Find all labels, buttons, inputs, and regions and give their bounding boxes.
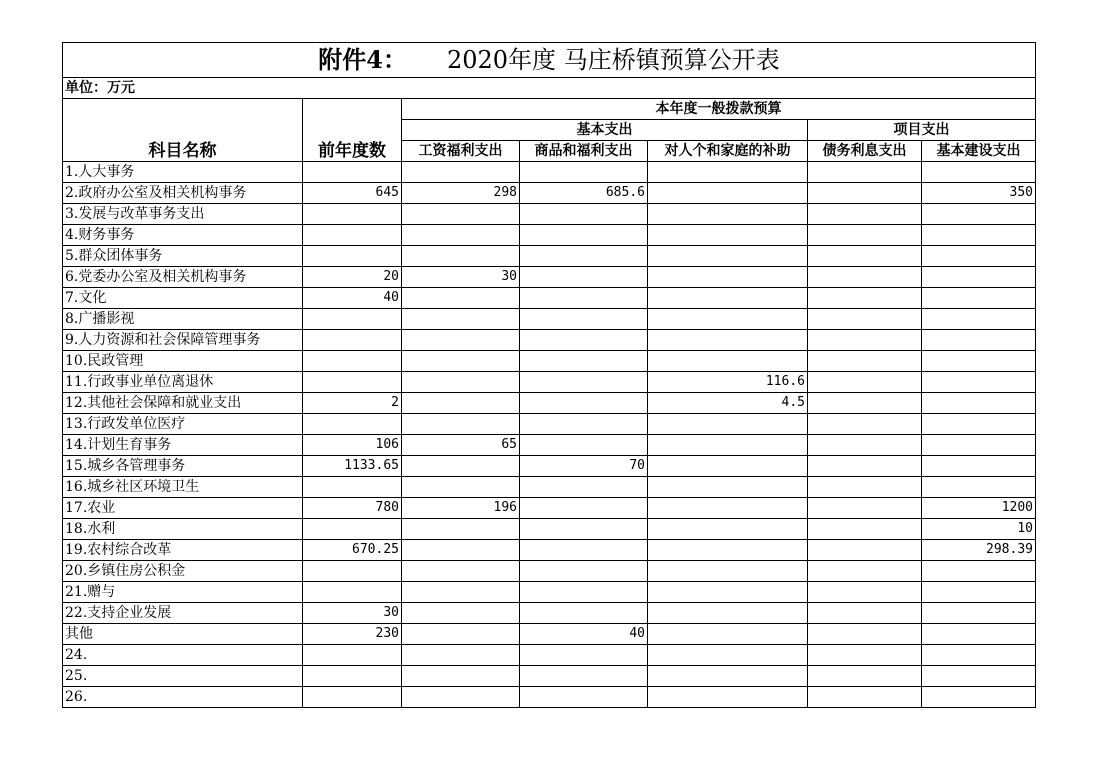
cell-debt [808, 624, 922, 645]
cell-prev-year [303, 582, 402, 603]
cell-personal [648, 645, 808, 666]
header-row-1 [63, 99, 1036, 120]
row-name: 3.发展与改革事务支出 [63, 204, 303, 225]
cell-debt [808, 540, 922, 561]
cell-goods [520, 246, 648, 267]
cell-debt [808, 666, 922, 687]
cell-construction [922, 414, 1036, 435]
cell-personal [648, 687, 808, 708]
row-name: 24. [63, 645, 303, 666]
cell-construction [922, 687, 1036, 708]
cell-debt [808, 519, 922, 540]
cell-goods [520, 393, 648, 414]
cell-prev-year [303, 666, 402, 687]
header-construction: 基本建设支出 [922, 141, 1036, 162]
cell-goods [520, 519, 648, 540]
cell-prev-year: 40 [303, 288, 402, 309]
title-main: 2020年度 马庄桥镇预算公开表 [446, 46, 780, 74]
cell-prev-year: 645 [303, 183, 402, 204]
cell-debt [808, 645, 922, 666]
table-row [63, 204, 1036, 225]
cell-goods [520, 498, 648, 519]
cell-prev-year [303, 225, 402, 246]
table-row [63, 477, 1036, 498]
cell-construction: 10 [922, 519, 1036, 540]
row-name: 25. [63, 666, 303, 687]
header-subject-name: 科目名称 [63, 99, 303, 162]
cell-debt [808, 309, 922, 330]
cell-goods [520, 372, 648, 393]
table-row [63, 687, 1036, 708]
header-prev-year: 前年度数 [303, 99, 402, 162]
cell-goods [520, 414, 648, 435]
cell-prev-year: 2 [303, 393, 402, 414]
cell-goods [520, 540, 648, 561]
row-name: 16.城乡社区环境卫生 [63, 477, 303, 498]
row-name: 6.党委办公室及相关机构事务 [63, 267, 303, 288]
row-name: 22.支持企业发展 [63, 603, 303, 624]
cell-goods [520, 666, 648, 687]
cell-goods [520, 351, 648, 372]
cell-goods: 70 [520, 456, 648, 477]
cell-personal [648, 309, 808, 330]
row-name: 9.人力资源和社会保障管理事务 [63, 330, 303, 351]
cell-salary [402, 351, 520, 372]
cell-construction: 350 [922, 183, 1036, 204]
cell-prev-year: 230 [303, 624, 402, 645]
header-current-budget: 本年度一般拨款预算 [402, 99, 1036, 120]
cell-goods [520, 330, 648, 351]
cell-salary [402, 603, 520, 624]
cell-debt [808, 162, 922, 183]
cell-goods [520, 267, 648, 288]
cell-salary [402, 330, 520, 351]
row-name: 1.人大事务 [63, 162, 303, 183]
table-row [63, 582, 1036, 603]
cell-debt [808, 414, 922, 435]
table-row [63, 162, 1036, 183]
cell-personal [648, 582, 808, 603]
cell-personal [648, 498, 808, 519]
row-name: 14.计划生育事务 [63, 435, 303, 456]
cell-salary [402, 393, 520, 414]
table-row [63, 561, 1036, 582]
table-row [63, 351, 1036, 372]
row-name: 17.农业 [63, 498, 303, 519]
cell-debt [808, 330, 922, 351]
cell-prev-year [303, 372, 402, 393]
cell-personal [648, 414, 808, 435]
cell-salary [402, 540, 520, 561]
cell-salary [402, 582, 520, 603]
cell-salary [402, 666, 520, 687]
cell-prev-year [303, 204, 402, 225]
cell-construction [922, 288, 1036, 309]
cell-debt [808, 372, 922, 393]
row-name: 8.广播影视 [63, 309, 303, 330]
cell-goods [520, 477, 648, 498]
cell-construction [922, 666, 1036, 687]
cell-construction [922, 624, 1036, 645]
cell-prev-year: 20 [303, 267, 402, 288]
row-name: 13.行政发单位医疗 [63, 414, 303, 435]
row-name: 7.文化 [63, 288, 303, 309]
table-row [63, 540, 1036, 561]
row-name: 21.赠与 [63, 582, 303, 603]
cell-debt [808, 288, 922, 309]
cell-goods [520, 687, 648, 708]
cell-prev-year: 780 [303, 498, 402, 519]
cell-personal [648, 246, 808, 267]
cell-salary [402, 162, 520, 183]
cell-construction [922, 456, 1036, 477]
row-name: 18.水利 [63, 519, 303, 540]
cell-debt [808, 393, 922, 414]
header-personal: 对人个和家庭的补助 [648, 141, 808, 162]
cell-construction [922, 372, 1036, 393]
row-name: 5.群众团体事务 [63, 246, 303, 267]
cell-goods [520, 645, 648, 666]
cell-debt [808, 456, 922, 477]
cell-prev-year [303, 645, 402, 666]
cell-personal [648, 204, 808, 225]
row-name: 11.行政事业单位离退休 [63, 372, 303, 393]
table-row [63, 498, 1036, 519]
table-row [63, 288, 1036, 309]
cell-salary: 298 [402, 183, 520, 204]
cell-goods [520, 435, 648, 456]
cell-prev-year [303, 162, 402, 183]
cell-salary [402, 288, 520, 309]
cell-goods [520, 204, 648, 225]
cell-construction [922, 225, 1036, 246]
row-name: 15.城乡各管理事务 [63, 456, 303, 477]
cell-salary [402, 519, 520, 540]
cell-prev-year [303, 246, 402, 267]
table-row [63, 519, 1036, 540]
table-row [63, 624, 1036, 645]
header-basic-expense: 基本支出 [402, 120, 808, 141]
cell-personal [648, 435, 808, 456]
row-name: 12.其他社会保障和就业支出 [63, 393, 303, 414]
page-title [63, 43, 1036, 78]
cell-personal [648, 183, 808, 204]
cell-personal [648, 456, 808, 477]
cell-construction [922, 246, 1036, 267]
table-row [63, 393, 1036, 414]
cell-goods: 685.6 [520, 183, 648, 204]
cell-debt [808, 267, 922, 288]
cell-prev-year [303, 687, 402, 708]
cell-personal [648, 540, 808, 561]
cell-debt [808, 225, 922, 246]
cell-salary: 196 [402, 498, 520, 519]
cell-debt [808, 435, 922, 456]
cell-salary [402, 225, 520, 246]
cell-debt [808, 183, 922, 204]
cell-construction [922, 162, 1036, 183]
cell-construction [922, 477, 1036, 498]
table-row [63, 372, 1036, 393]
cell-construction: 298.39 [922, 540, 1036, 561]
cell-personal [648, 624, 808, 645]
row-name: 2.政府办公室及相关机构事务 [63, 183, 303, 204]
cell-personal [648, 666, 808, 687]
cell-construction [922, 267, 1036, 288]
cell-salary: 65 [402, 435, 520, 456]
cell-construction [922, 351, 1036, 372]
cell-construction [922, 645, 1036, 666]
cell-salary [402, 456, 520, 477]
cell-construction [922, 330, 1036, 351]
cell-personal [648, 330, 808, 351]
table-row [63, 309, 1036, 330]
cell-goods [520, 582, 648, 603]
table-row [63, 456, 1036, 477]
row-name: 20.乡镇住房公积金 [63, 561, 303, 582]
table-row [63, 414, 1036, 435]
cell-salary: 30 [402, 267, 520, 288]
cell-personal: 4.5 [648, 393, 808, 414]
cell-salary [402, 561, 520, 582]
cell-salary [402, 477, 520, 498]
cell-debt [808, 582, 922, 603]
cell-prev-year [303, 477, 402, 498]
cell-construction [922, 393, 1036, 414]
header-project-expense: 项目支出 [808, 120, 1036, 141]
cell-salary [402, 414, 520, 435]
header-goods: 商品和福利支出 [520, 141, 648, 162]
cell-construction [922, 309, 1036, 330]
cell-personal [648, 603, 808, 624]
title-row [63, 43, 1036, 78]
table-row [63, 330, 1036, 351]
row-name: 26. [63, 687, 303, 708]
cell-prev-year [303, 309, 402, 330]
cell-prev-year [303, 414, 402, 435]
cell-debt [808, 603, 922, 624]
unit-label: 单位：万元 [63, 78, 303, 99]
row-name: 10.民政管理 [63, 351, 303, 372]
cell-salary [402, 204, 520, 225]
row-name: 19.农村综合改革 [63, 540, 303, 561]
cell-personal [648, 162, 808, 183]
table-row [63, 603, 1036, 624]
cell-debt [808, 477, 922, 498]
cell-debt [808, 246, 922, 267]
cell-goods [520, 309, 648, 330]
cell-goods [520, 561, 648, 582]
row-name: 4.财务事务 [63, 225, 303, 246]
cell-personal [648, 477, 808, 498]
cell-construction [922, 582, 1036, 603]
table-row [63, 435, 1036, 456]
cell-construction [922, 603, 1036, 624]
cell-prev-year: 106 [303, 435, 402, 456]
cell-salary [402, 246, 520, 267]
table-row [63, 267, 1036, 288]
cell-prev-year [303, 519, 402, 540]
budget-table [62, 42, 1036, 708]
cell-salary [402, 687, 520, 708]
cell-personal [648, 351, 808, 372]
cell-goods [520, 603, 648, 624]
cell-goods [520, 225, 648, 246]
cell-construction [922, 435, 1036, 456]
cell-debt [808, 204, 922, 225]
cell-personal: 116.6 [648, 372, 808, 393]
cell-personal [648, 519, 808, 540]
cell-debt [808, 687, 922, 708]
table-row [63, 666, 1036, 687]
cell-debt [808, 498, 922, 519]
cell-salary [402, 309, 520, 330]
cell-construction [922, 204, 1036, 225]
cell-personal [648, 225, 808, 246]
table-row [63, 645, 1036, 666]
cell-prev-year [303, 561, 402, 582]
cell-prev-year: 1133.65 [303, 456, 402, 477]
cell-construction [922, 561, 1036, 582]
cell-goods [520, 162, 648, 183]
cell-salary [402, 372, 520, 393]
unit-row [63, 78, 1036, 99]
cell-prev-year: 670.25 [303, 540, 402, 561]
header-debt: 债务利息支出 [808, 141, 922, 162]
table-row [63, 183, 1036, 204]
cell-personal [648, 561, 808, 582]
cell-salary [402, 645, 520, 666]
table-row [63, 225, 1036, 246]
table-row [63, 246, 1036, 267]
cell-construction: 1200 [922, 498, 1036, 519]
title-prefix: 附件4： [318, 45, 407, 74]
cell-prev-year: 30 [303, 603, 402, 624]
header-salary: 工资福利支出 [402, 141, 520, 162]
cell-prev-year [303, 351, 402, 372]
cell-goods [520, 288, 648, 309]
cell-salary [402, 624, 520, 645]
cell-personal [648, 288, 808, 309]
cell-debt [808, 561, 922, 582]
cell-debt [808, 351, 922, 372]
cell-prev-year [303, 330, 402, 351]
cell-goods: 40 [520, 624, 648, 645]
row-name: 其他 [63, 624, 303, 645]
cell-personal [648, 267, 808, 288]
